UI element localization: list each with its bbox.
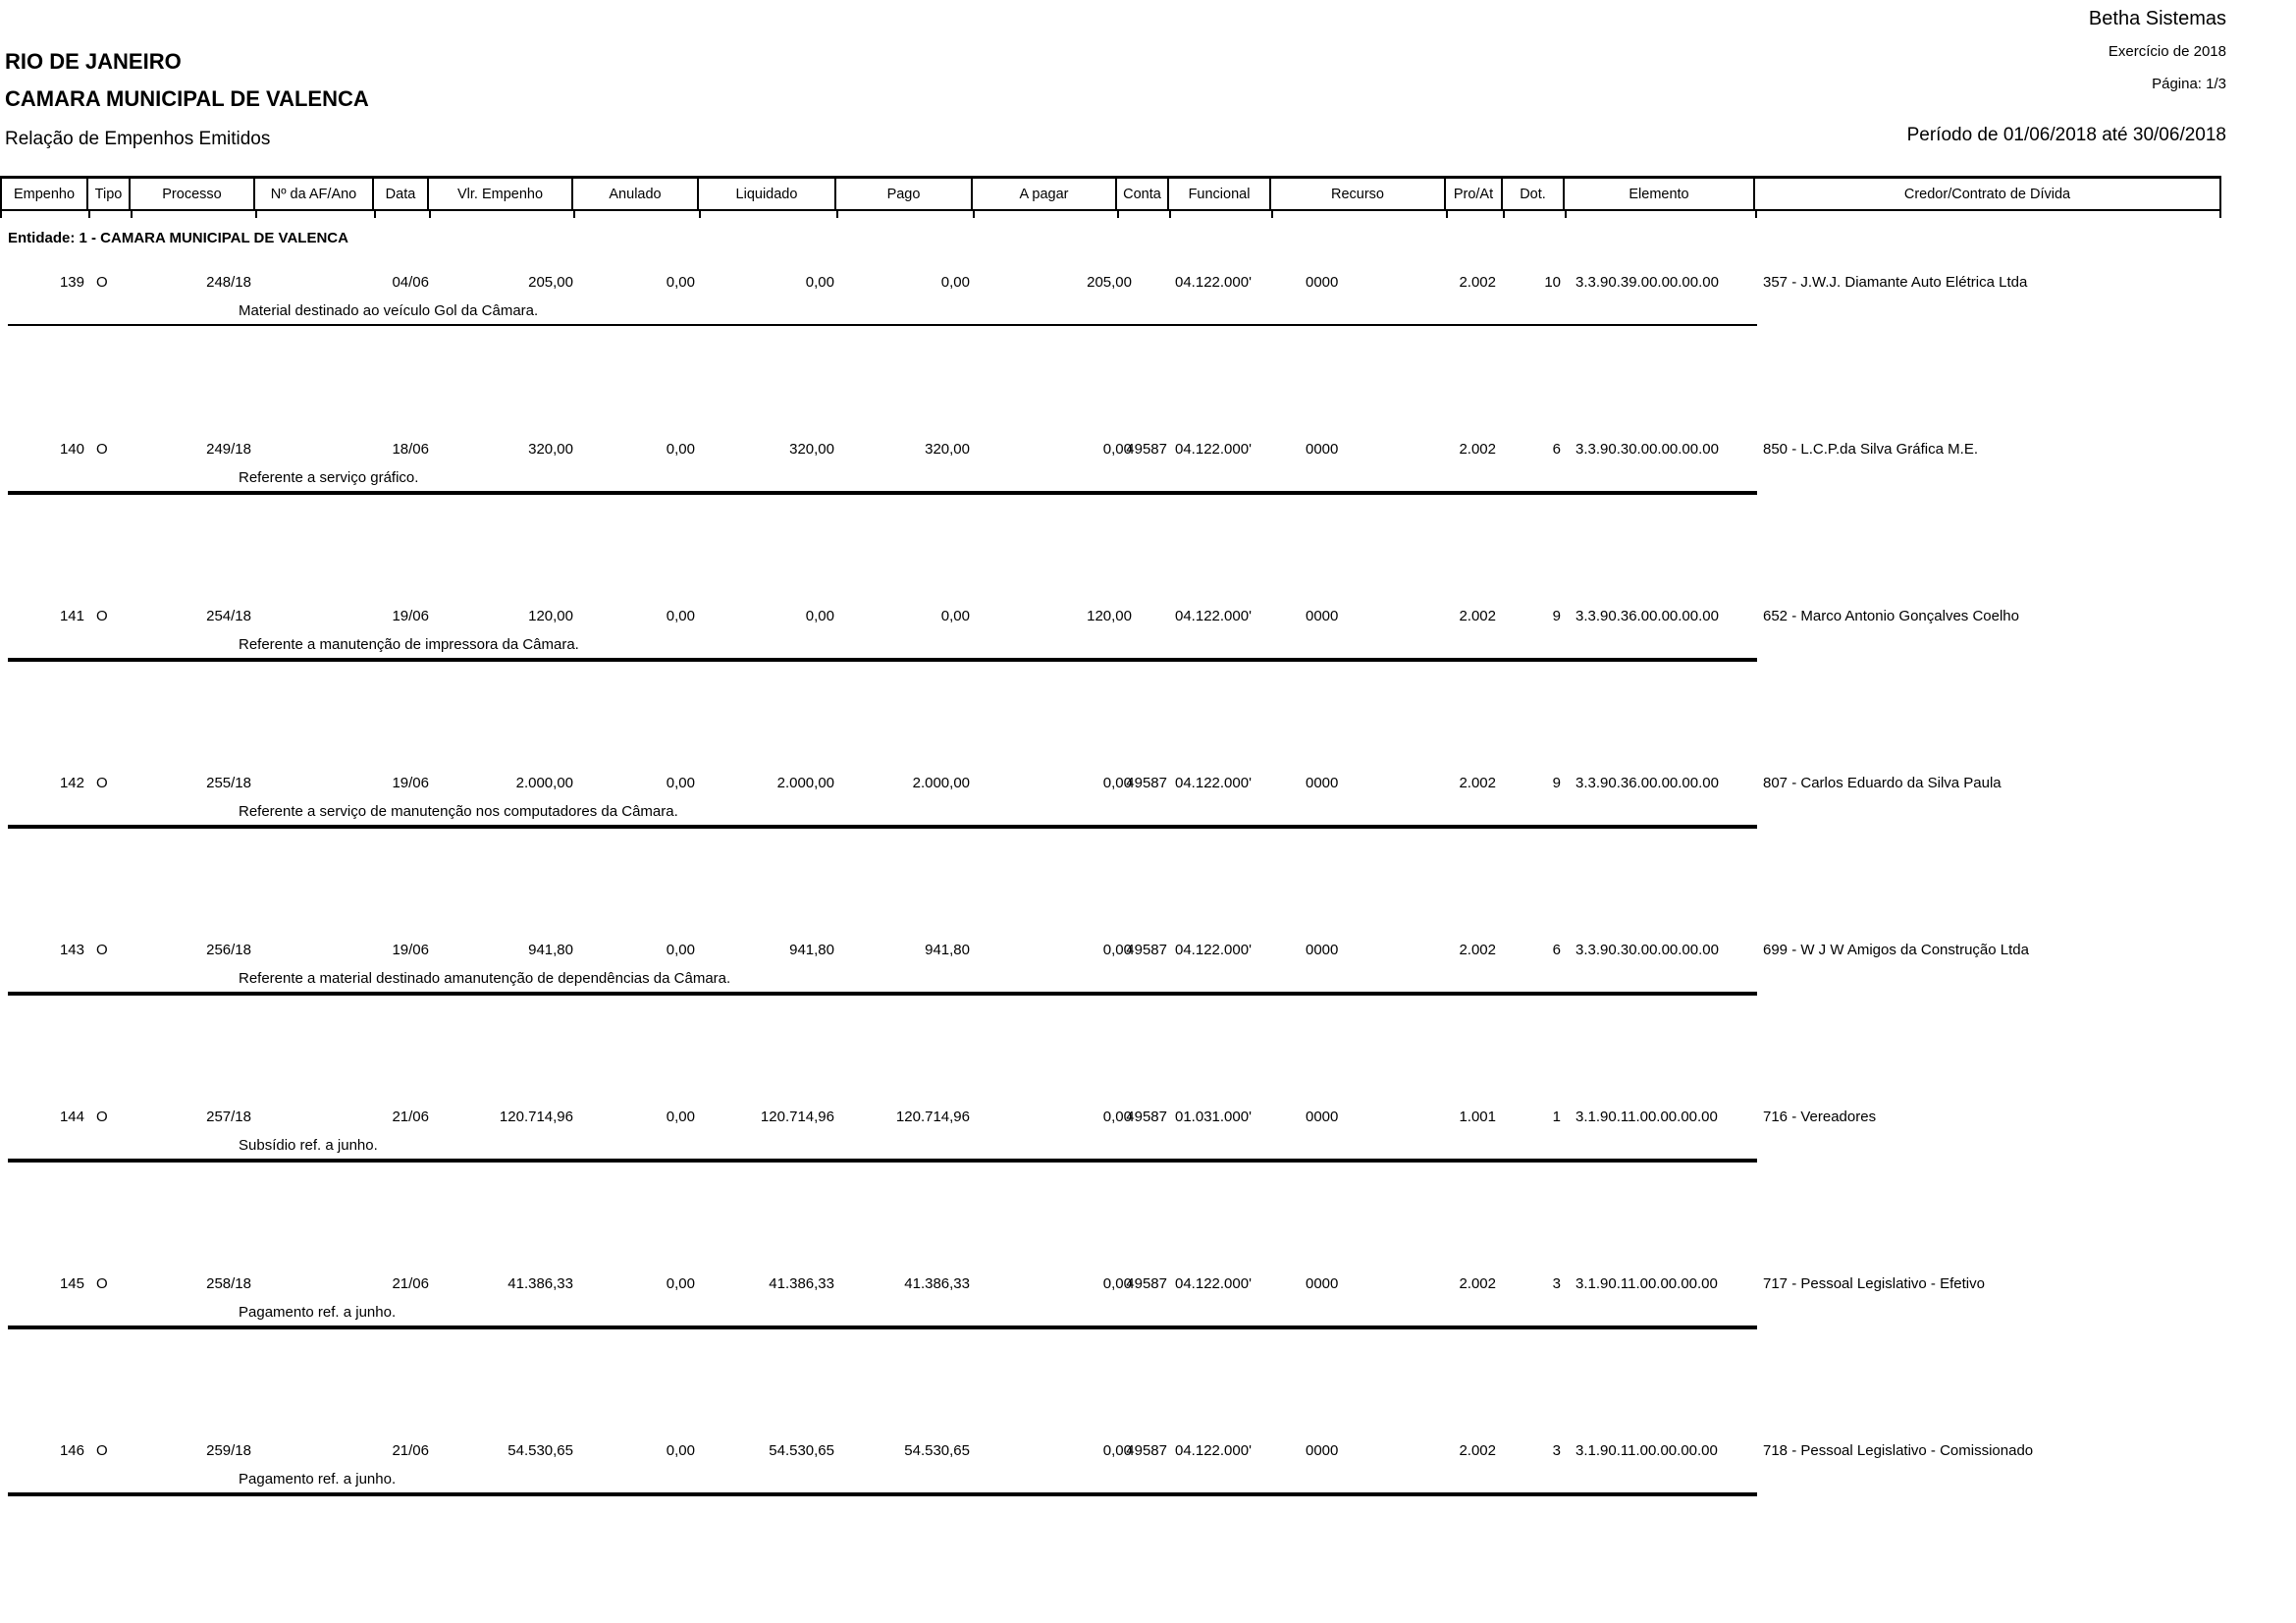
column-divider-tick <box>1169 211 1171 218</box>
cell-elemento: 3.3.90.30.00.00.00.00 <box>1575 942 1719 958</box>
cell-empenho: 145 <box>59 1275 84 1292</box>
cell-processo: 256/18 <box>206 942 251 958</box>
cell-dot: 1 <box>1552 1109 1561 1125</box>
cell-anulado: 0,00 <box>666 608 695 624</box>
table-header-row <box>0 176 2221 211</box>
cell-recurso: 0000 <box>1306 441 1339 458</box>
cell-conta: 49587 <box>1126 441 1167 458</box>
exercise-year: Exercício de 2018 <box>2108 43 2226 60</box>
column-divider-tick <box>836 211 838 218</box>
cell-vlr_empenho: 941,80 <box>528 942 573 958</box>
cell-anulado: 0,00 <box>666 775 695 791</box>
cell-empenho: 141 <box>59 608 84 624</box>
cell-recurso: 0000 <box>1306 942 1339 958</box>
cell-recurso: 0000 <box>1306 775 1339 791</box>
row-separator <box>8 1159 1757 1163</box>
cell-pro_at: 2.002 <box>1459 775 1496 791</box>
cell-processo: 257/18 <box>206 1109 251 1125</box>
row-historico: Subsídio ref. a junho. <box>239 1137 378 1154</box>
cell-processo: 249/18 <box>206 441 251 458</box>
cell-elemento: 3.3.90.30.00.00.00.00 <box>1575 441 1719 458</box>
column-divider-tick <box>131 211 133 218</box>
cell-empenho: 140 <box>59 441 84 458</box>
cell-liquidado: 941,80 <box>789 942 834 958</box>
cell-empenho: 144 <box>59 1109 84 1125</box>
cell-liquidado: 54.530,65 <box>769 1442 834 1459</box>
column-header-vlr_empenho: Vlr. Empenho <box>429 179 573 209</box>
cell-a_pagar: 0,00 <box>1102 1109 1132 1125</box>
cell-tipo: O <box>96 274 108 291</box>
cell-conta: 49587 <box>1126 1442 1167 1459</box>
cell-a_pagar: 0,00 <box>1102 1442 1132 1459</box>
cell-data: 19/06 <box>392 942 429 958</box>
cell-tipo: O <box>96 775 108 791</box>
cell-credor: 717 - Pessoal Legislativo - Efetivo <box>1763 1275 1985 1292</box>
column-divider-tick <box>1271 211 1273 218</box>
column-header-dot: Dot. <box>1503 179 1565 209</box>
cell-vlr_empenho: 120,00 <box>528 608 573 624</box>
cell-conta: 49587 <box>1126 775 1167 791</box>
cell-credor: 652 - Marco Antonio Gonçalves Coelho <box>1763 608 2019 624</box>
column-divider-tick <box>573 211 575 218</box>
column-header-pro_at: Pro/At <box>1446 179 1503 209</box>
cell-data: 21/06 <box>392 1442 429 1459</box>
column-divider-tick <box>973 211 975 218</box>
column-header-funcional: Funcional <box>1169 179 1271 209</box>
cell-tipo: O <box>96 1275 108 1292</box>
cell-recurso: 0000 <box>1306 1109 1339 1125</box>
column-divider-tick <box>429 211 431 218</box>
cell-vlr_empenho: 120.714,96 <box>499 1109 573 1125</box>
cell-funcional: 04.122.000' <box>1175 1442 1252 1459</box>
row-separator <box>8 825 1757 829</box>
cell-recurso: 0000 <box>1306 608 1339 624</box>
cell-funcional: 04.122.000' <box>1175 274 1252 291</box>
row-separator <box>8 1492 1757 1496</box>
cell-pro_at: 1.001 <box>1459 1109 1496 1125</box>
row-historico: Referente a serviço de manutenção nos computadores da Câmara. <box>239 803 678 820</box>
cell-pago: 2.000,00 <box>912 775 970 791</box>
column-divider-tick <box>255 211 257 218</box>
cell-a_pagar: 0,00 <box>1102 441 1132 458</box>
cell-empenho: 146 <box>59 1442 84 1459</box>
cell-data: 21/06 <box>392 1275 429 1292</box>
cell-liquidado: 0,00 <box>805 274 834 291</box>
cell-anulado: 0,00 <box>666 942 695 958</box>
cell-liquidado: 0,00 <box>805 608 834 624</box>
cell-funcional: 04.122.000' <box>1175 1275 1252 1292</box>
column-header-credor: Credor/Contrato de Dívida <box>1755 179 2221 209</box>
cell-conta: 49587 <box>1126 1275 1167 1292</box>
cell-pro_at: 2.002 <box>1459 1275 1496 1292</box>
column-divider-tick <box>1446 211 1448 218</box>
cell-vlr_empenho: 54.530,65 <box>507 1442 573 1459</box>
cell-liquidado: 41.386,33 <box>769 1275 834 1292</box>
cell-elemento: 3.1.90.11.00.00.00.00 <box>1575 1442 1718 1459</box>
cell-liquidado: 120.714,96 <box>760 1109 834 1125</box>
cell-a_pagar: 120,00 <box>1087 608 1132 624</box>
cell-empenho: 139 <box>59 274 84 291</box>
cell-anulado: 0,00 <box>666 1275 695 1292</box>
cell-pro_at: 2.002 <box>1459 608 1496 624</box>
cell-a_pagar: 0,00 <box>1102 775 1132 791</box>
cell-tipo: O <box>96 942 108 958</box>
cell-funcional: 01.031.000' <box>1175 1109 1252 1125</box>
cell-dot: 9 <box>1552 608 1561 624</box>
cell-recurso: 0000 <box>1306 1275 1339 1292</box>
row-historico: Pagamento ref. a junho. <box>239 1304 397 1321</box>
column-header-a_pagar: A pagar <box>973 179 1117 209</box>
cell-data: 18/06 <box>392 441 429 458</box>
cell-vlr_empenho: 320,00 <box>528 441 573 458</box>
column-header-empenho: Empenho <box>0 179 88 209</box>
cell-liquidado: 320,00 <box>789 441 834 458</box>
cell-tipo: O <box>96 608 108 624</box>
row-separator <box>8 658 1757 662</box>
cell-a_pagar: 0,00 <box>1102 1275 1132 1292</box>
cell-anulado: 0,00 <box>666 274 695 291</box>
column-header-data: Data <box>374 179 429 209</box>
cell-dot: 3 <box>1552 1442 1561 1459</box>
cell-a_pagar: 0,00 <box>1102 942 1132 958</box>
cell-empenho: 142 <box>59 775 84 791</box>
column-header-pago: Pago <box>836 179 973 209</box>
cell-anulado: 0,00 <box>666 1442 695 1459</box>
cell-conta: 49587 <box>1126 1109 1167 1125</box>
cell-conta: 49587 <box>1126 942 1167 958</box>
cell-anulado: 0,00 <box>666 441 695 458</box>
cell-tipo: O <box>96 1442 108 1459</box>
cell-elemento: 3.3.90.36.00.00.00.00 <box>1575 608 1719 624</box>
cell-funcional: 04.122.000' <box>1175 441 1252 458</box>
cell-processo: 254/18 <box>206 608 251 624</box>
column-divider-tick <box>374 211 376 218</box>
cell-pago: 320,00 <box>925 441 970 458</box>
cell-funcional: 04.122.000' <box>1175 942 1252 958</box>
cell-credor: 718 - Pessoal Legislativo - Comissionado <box>1763 1442 2034 1459</box>
entity-name: CAMARA MUNICIPAL DE VALENCA <box>5 86 369 111</box>
cell-funcional: 04.122.000' <box>1175 608 1252 624</box>
cell-vlr_empenho: 2.000,00 <box>515 775 573 791</box>
row-historico: Pagamento ref. a junho. <box>239 1471 397 1488</box>
cell-credor: 716 - Vereadores <box>1763 1109 1877 1125</box>
cell-pro_at: 2.002 <box>1459 1442 1496 1459</box>
row-historico: Referente a material destinado amanutenção de dependências da Câmara. <box>239 970 731 987</box>
cell-a_pagar: 205,00 <box>1087 274 1132 291</box>
report-period: Período de 01/06/2018 até 30/06/2018 <box>1906 125 2226 145</box>
cell-data: 21/06 <box>392 1109 429 1125</box>
cell-elemento: 3.1.90.11.00.00.00.00 <box>1575 1109 1718 1125</box>
row-historico: Referente a manutenção de impressora da Câmara. <box>239 636 579 653</box>
cell-credor: 850 - L.C.P.da Silva Gráfica M.E. <box>1763 441 1978 458</box>
row-historico: Material destinado ao veículo Gol da Câmara. <box>239 302 539 319</box>
cell-pago: 54.530,65 <box>904 1442 970 1459</box>
column-divider-tick <box>1755 211 1757 218</box>
column-header-conta: Conta <box>1117 179 1169 209</box>
column-divider-tick <box>0 211 2 218</box>
cell-anulado: 0,00 <box>666 1109 695 1125</box>
cell-pro_at: 2.002 <box>1459 942 1496 958</box>
row-separator <box>8 491 1757 495</box>
column-header-liquidado: Liquidado <box>699 179 836 209</box>
cell-pago: 941,80 <box>925 942 970 958</box>
cell-data: 19/06 <box>392 608 429 624</box>
cell-elemento: 3.3.90.36.00.00.00.00 <box>1575 775 1719 791</box>
cell-credor: 807 - Carlos Eduardo da Silva Paula <box>1763 775 2002 791</box>
row-separator <box>8 1325 1757 1329</box>
column-header-processo: Processo <box>131 179 255 209</box>
cell-dot: 9 <box>1552 775 1561 791</box>
cell-dot: 3 <box>1552 1275 1561 1292</box>
row-separator <box>8 324 1757 326</box>
cell-vlr_empenho: 41.386,33 <box>507 1275 573 1292</box>
page-number: Página: 1/3 <box>2152 76 2226 92</box>
cell-pago: 41.386,33 <box>904 1275 970 1292</box>
cell-funcional: 04.122.000' <box>1175 775 1252 791</box>
cell-dot: 10 <box>1544 274 1561 291</box>
column-header-elemento: Elemento <box>1565 179 1755 209</box>
cell-pago: 0,00 <box>940 608 970 624</box>
cell-processo: 255/18 <box>206 775 251 791</box>
column-header-af_ano: Nº da AF/Ano <box>255 179 374 209</box>
cell-elemento: 3.3.90.39.00.00.00.00 <box>1575 274 1719 291</box>
entity-section-header: Entidade: 1 - CAMARA MUNICIPAL DE VALENCA <box>8 230 348 246</box>
column-divider-tick <box>1503 211 1505 218</box>
cell-data: 04/06 <box>392 274 429 291</box>
cell-tipo: O <box>96 1109 108 1125</box>
cell-processo: 259/18 <box>206 1442 251 1459</box>
column-header-anulado: Anulado <box>573 179 699 209</box>
cell-tipo: O <box>96 441 108 458</box>
cell-pago: 0,00 <box>940 274 970 291</box>
column-header-recurso: Recurso <box>1271 179 1446 209</box>
cell-data: 19/06 <box>392 775 429 791</box>
state-name: RIO DE JANEIRO <box>5 49 182 74</box>
cell-elemento: 3.1.90.11.00.00.00.00 <box>1575 1275 1718 1292</box>
cell-processo: 248/18 <box>206 274 251 291</box>
cell-recurso: 0000 <box>1306 274 1339 291</box>
cell-empenho: 143 <box>59 942 84 958</box>
column-divider-tick <box>2219 211 2221 218</box>
report-title: Relação de Empenhos Emitidos <box>5 129 271 149</box>
row-separator <box>8 992 1757 996</box>
cell-pro_at: 2.002 <box>1459 441 1496 458</box>
column-header-tipo: Tipo <box>88 179 131 209</box>
column-divider-tick <box>699 211 701 218</box>
cell-vlr_empenho: 205,00 <box>528 274 573 291</box>
cell-dot: 6 <box>1552 942 1561 958</box>
column-divider-tick <box>1565 211 1567 218</box>
cell-credor: 357 - J.W.J. Diamante Auto Elétrica Ltda <box>1763 274 2028 291</box>
vendor-name: Betha Sistemas <box>2088 8 2226 29</box>
cell-pago: 120.714,96 <box>895 1109 970 1125</box>
cell-recurso: 0000 <box>1306 1442 1339 1459</box>
cell-processo: 258/18 <box>206 1275 251 1292</box>
row-historico: Referente a serviço gráfico. <box>239 469 419 486</box>
column-divider-tick <box>88 211 90 218</box>
cell-dot: 6 <box>1552 441 1561 458</box>
cell-liquidado: 2.000,00 <box>776 775 834 791</box>
cell-credor: 699 - W J W Amigos da Construção Ltda <box>1763 942 2029 958</box>
cell-pro_at: 2.002 <box>1459 274 1496 291</box>
column-divider-tick <box>1117 211 1119 218</box>
